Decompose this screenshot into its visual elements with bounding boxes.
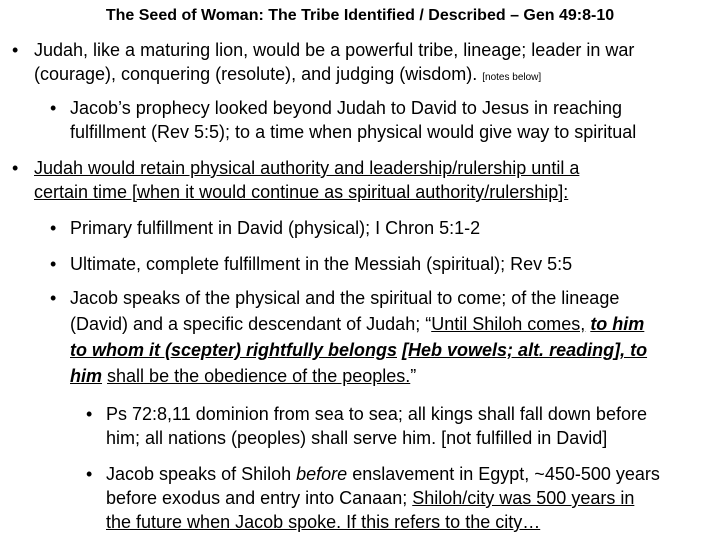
p6-line2 bbox=[70, 312, 644, 336]
p2-line1: Jacob’s prophecy looked beyond Judah to David to Jesus in reaching bbox=[70, 98, 623, 118]
p3-line2: certain time [when it would continue as spiritual authority/rulership]: bbox=[34, 182, 569, 202]
p8-line2b: Shiloh/city was 500 years in bbox=[412, 488, 635, 508]
p6-line3 bbox=[70, 338, 647, 362]
bullet-icon: • bbox=[86, 404, 93, 424]
p2-line2: fulfillment (Rev 5:5); to a time when physical would give way to spiritual bbox=[70, 122, 637, 142]
p6-line2a: (David) and a specific descendant of Judah; “ bbox=[70, 314, 432, 334]
bullet-icon: • bbox=[50, 254, 57, 274]
p8-line1a: Jacob speaks of Shiloh bbox=[106, 464, 292, 484]
p6-line4c: ” bbox=[410, 366, 417, 386]
p8-line2 bbox=[106, 486, 634, 510]
p8-line1 bbox=[106, 462, 660, 486]
p8-line1c: enslavement in Egypt, ~450-500 years bbox=[352, 464, 660, 484]
p1-note: [notes below] bbox=[482, 72, 542, 83]
bullet-icon: • bbox=[12, 40, 19, 60]
p1-line1: Judah, like a maturing lion, would be a powerful tribe, lineage; leader in war bbox=[34, 40, 635, 60]
p7-line1: Ps 72:8,11 dominion from sea to sea; all kings shall fall down before bbox=[106, 404, 647, 424]
p6-line4 bbox=[70, 364, 416, 388]
p6-line3b: [Heb vowels; alt. reading], to bbox=[402, 340, 648, 360]
p6-line2b: Until Shiloh comes, bbox=[431, 314, 586, 334]
p6-line1: Jacob speaks of the physical and the spiritual to come; of the lineage bbox=[70, 288, 620, 308]
bullet-icon: • bbox=[50, 218, 57, 238]
slide-title: The Seed of Woman: The Tribe Identified / Described – Gen 49:8-10 bbox=[105, 7, 615, 24]
p6-line4a: him bbox=[70, 366, 103, 386]
bullet-icon: • bbox=[86, 464, 93, 484]
p8-line2a: before exodus and entry into Canaan; bbox=[106, 488, 408, 508]
p1-line2-text: (courage), conquering (resolute), and judging (wisdom). bbox=[34, 64, 478, 84]
p3-line1: Judah would retain physical authority and leadership/rulership until a bbox=[34, 158, 580, 178]
p7-line2: him; all nations (peoples) shall serve him. [not fulfilled in David] bbox=[106, 428, 608, 448]
p6-line3a: to whom it (scepter) rightfully belongs bbox=[70, 340, 398, 360]
p8-line3: the future when Jacob spoke. If this refers to the city… bbox=[106, 512, 541, 532]
bullet-icon: • bbox=[12, 158, 19, 178]
p5-text: Ultimate, complete fulfillment in the Messiah (spiritual); Rev 5:5 bbox=[70, 254, 573, 274]
p6-line2c: to him bbox=[590, 314, 645, 334]
p6-line4b: shall be the obedience of the peoples. bbox=[107, 366, 411, 386]
bullet-icon: • bbox=[50, 288, 57, 308]
p8-line1b: before bbox=[296, 464, 348, 484]
p1-line2 bbox=[34, 62, 541, 90]
bullet-icon: • bbox=[50, 98, 57, 118]
p4-text: Primary fulfillment in David (physical); I Chron 5:1-2 bbox=[70, 218, 481, 238]
